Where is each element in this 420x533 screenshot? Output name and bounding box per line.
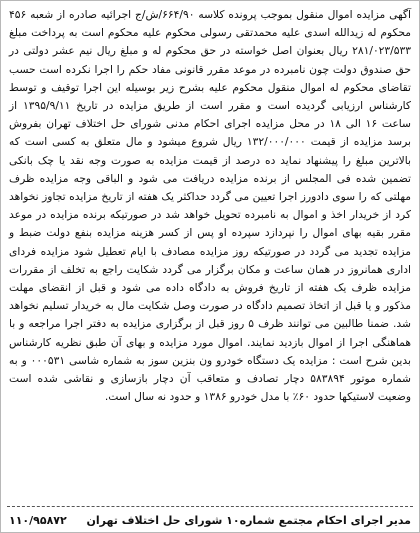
- signature-line: مدیر اجرای احکام مجتمع شماره۱۰ شورای حل اختلاف تهران: [86, 514, 411, 527]
- notice-body: آگهی مزایده اموال منقول بموجب پرونده کلاسه ۶۶۴/۹۰/ش/ج اجرائیه صادره از شعبه ۴۵۶ محکوم له زیدالله اسدی علیه محمدتقی رسولی محکوم علیه محکوم است به پرداخت مبلغ ۲۸۱/۰۲۳/۵۳۳ ریال بعنوان اصل خواسته در حق محکوم له و مبلغ ریال نیم عشر دولتی در حق صندوق دولت چون نامبرده در موعد مقرر قانونی مفاد حکم را اجرا نکرده است حسب تقاضای محکوم له اموال منقول محکوم علیه بشرح زیر بوسیله این اجرا توقیف و توسط کارشناس ارزیابی گردیده است و مقرر است از طریق مزایده در تاریخ ۱۳۹۵/۹/۱۱ از ساعت ۱۶ الی ۱۸ در محل مزایده اجرای احکام مدنی شورای حل اختلاف تهران بفروش برسد مزایده از قیمت ۱۳۲/۰۰۰/۰۰۰ ریال شروع میشود و مال متعلق به کسی است که بالاترین مبلغ را پیشنهاد نماید ده درصد از قیمت مزایده به صورت وجه نقد یا چک بانکی تضمین شده فی المجلس از برنده مزایده دریافت می شود و الباقی وجه مزایده ظرف مهلتی که را سوی دادورز اجرا تعیین می گردد حداکثر یک هفته از تاریخ مزایده تجاوز نخواهد کرد از خریدار اخذ و اموال به نامبرده تحویل خواهد شد در صورتیکه برنده مزایده در موعد مقرر بقیه بهای اموال را نپردازد سپرده او پس از کسر هزینه مزایده بنفع دولت ضبط و مزایده تجدید می گردد در صورتیکه روز مزایده مصادف با ایام تعطیل شود مزایده فردای اداری همانروز در همان ساعت و مکان برگزار می گردد شکایت راجع به تخلف از مقررات مزایده ظرف یک هفته از تاریخ فروش به دادگاه داده می شود و قبل از انقضای مهلت مذکور و یا قبل از اتخاذ تصمیم دادگاه در صورت وصل شکایت مال به خریدار تسلیم نخواهد شد. ضمنا طالبین می توانند ظرف ۵ روز قبل از برگزاری مزایده به دفتر اجرا مراجعه و با هماهنگی اجرا از اموال بازدید نمایند. اموال مورد مزایده و بهای آن طبق نظریه کارشناس بدین شرح است : مزایده یک دستگاه خودرو ون بنزین سوز به شماره شاسی ۰۰۰۵۳۱ و به شماره موتور ۵۸۳۸۹۴ دچار تصادف و متعاقب آن دچار بازسازی و نقاشی شده است وضعیت لاستیکها حدود ۶۰٪ با مدل خودرو ۱۳۸۶ و حدود نه سال است.: [9, 8, 411, 404]
- footer-divider: [7, 506, 413, 507]
- document-number: ۱۱۰/۹۵۸۷۲: [9, 514, 67, 527]
- notice-footer: [9, 514, 411, 527]
